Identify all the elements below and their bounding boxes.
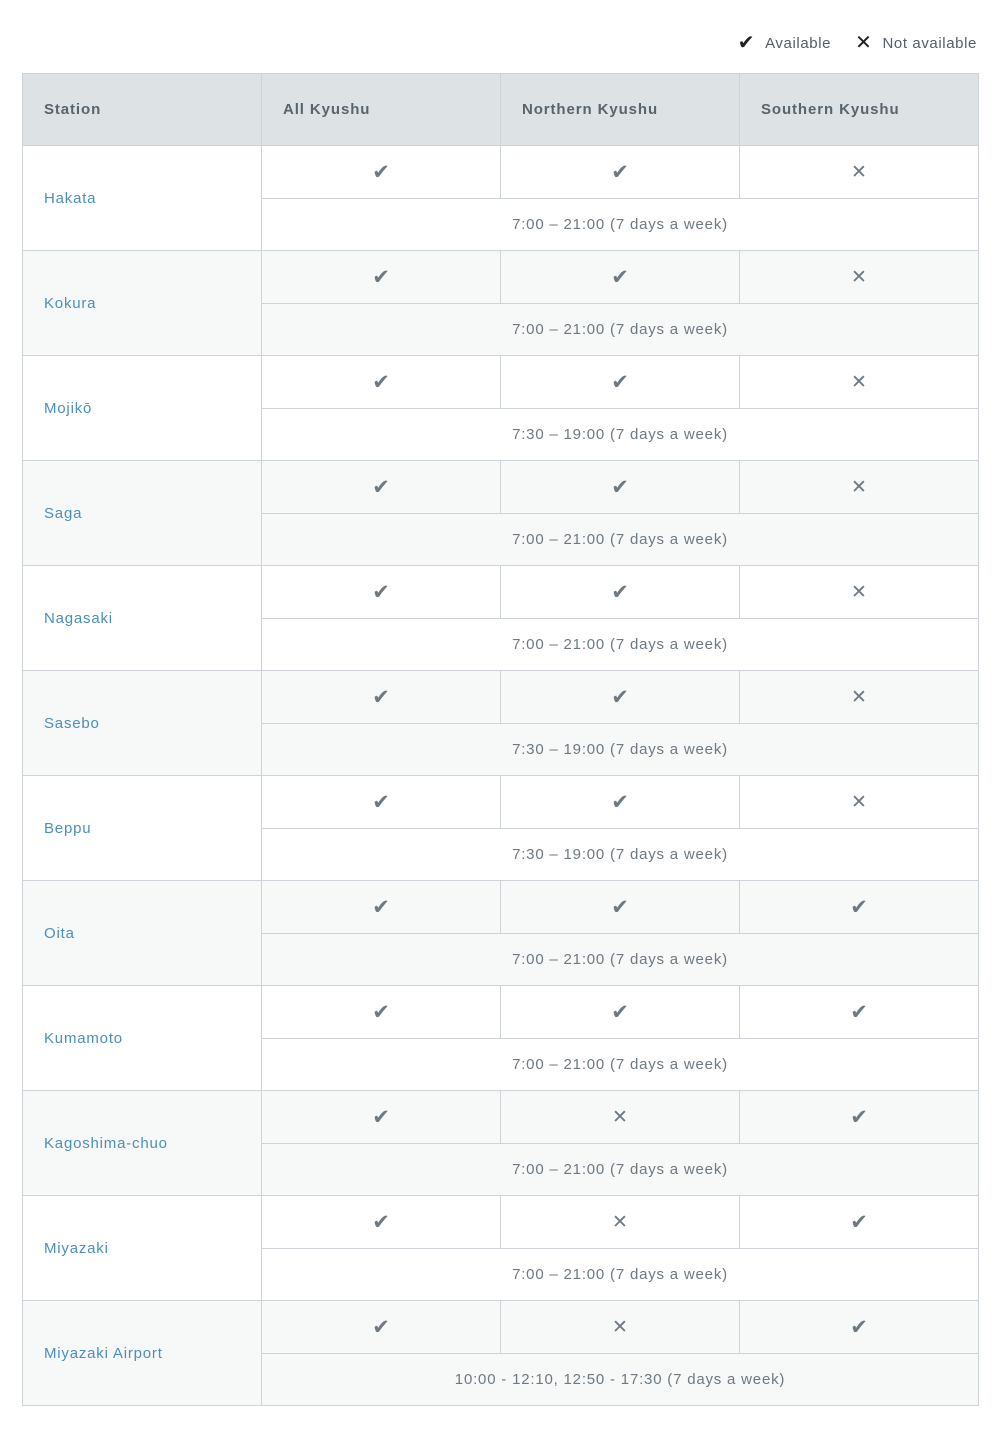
cross-icon: ✕ [740,356,979,409]
opening-hours: 7:00 – 21:00 (7 days a week) [262,304,979,356]
check-icon: ✔ [262,776,501,829]
opening-hours: 7:00 – 21:00 (7 days a week) [262,1039,979,1091]
check-icon: ✔ [740,1301,979,1354]
cross-icon: ✕ [740,461,979,514]
legend-not-available-label: Not available [882,34,977,52]
check-icon: ✔ [262,881,501,934]
opening-hours: 7:30 – 19:00 (7 days a week) [262,829,979,881]
check-icon: ✔ [262,986,501,1039]
pass-availability-table [22,73,979,1406]
check-icon: ✔ [262,1301,501,1354]
opening-hours: 7:00 – 21:00 (7 days a week) [262,199,979,251]
opening-hours: 10:00 - 12:10, 12:50 - 17:30 (7 days a week) [262,1354,979,1406]
table-row [23,461,979,514]
legend-not-available [855,33,977,53]
check-icon: ✔ [501,671,740,724]
check-icon: ✔ [262,356,501,409]
cross-icon: ✕ [740,671,979,724]
check-icon: ✔ [501,146,740,199]
cross-icon: ✕ [501,1196,740,1249]
column-header-northern-kyushu: Northern Kyushu [501,74,740,146]
legend-available [738,33,831,53]
check-icon: ✔ [262,1196,501,1249]
station-name[interactable]: Nagasaki [23,566,262,671]
table-row [23,986,979,1039]
station-name[interactable]: Saga [23,461,262,566]
check-icon: ✔ [501,776,740,829]
station-name[interactable]: Kumamoto [23,986,262,1091]
legend [738,33,977,53]
opening-hours: 7:00 – 21:00 (7 days a week) [262,1249,979,1301]
table-row [23,356,979,409]
cross-icon: ✕ [501,1091,740,1144]
cross-icon: ✕ [740,146,979,199]
column-header-southern-kyushu: Southern Kyushu [740,74,979,146]
table-row [23,566,979,619]
table-row [23,146,979,199]
station-name[interactable]: Kagoshima-chuo [23,1091,262,1196]
cross-icon: ✕ [740,566,979,619]
check-icon: ✔ [501,461,740,514]
table-row [23,881,979,934]
check-icon: ✔ [262,461,501,514]
check-icon: ✔ [740,1091,979,1144]
cross-icon: ✕ [501,1301,740,1354]
legend-available-label: Available [765,34,832,52]
check-icon: ✔ [262,146,501,199]
opening-hours: 7:00 – 21:00 (7 days a week) [262,934,979,986]
station-name[interactable]: Oita [23,881,262,986]
station-name[interactable]: Beppu [23,776,262,881]
opening-hours: 7:30 – 19:00 (7 days a week) [262,724,979,776]
table-row [23,1196,979,1249]
station-name[interactable]: Mojikō [23,356,262,461]
opening-hours: 7:00 – 21:00 (7 days a week) [262,619,979,671]
table-row [23,671,979,724]
check-icon: ✔ [501,566,740,619]
column-header-station: Station [23,74,262,146]
table-row [23,1091,979,1144]
check-icon: ✔ [740,1196,979,1249]
cross-icon: ✕ [740,776,979,829]
table-row [23,1301,979,1354]
check-icon: ✔ [262,671,501,724]
check-icon: ✔ [262,566,501,619]
check-icon: ✔ [262,251,501,304]
table-row [23,251,979,304]
column-header-all-kyushu: All Kyushu [262,74,501,146]
check-icon: ✔ [501,986,740,1039]
station-name[interactable]: Sasebo [23,671,262,776]
opening-hours: 7:30 – 19:00 (7 days a week) [262,409,979,461]
check-icon: ✔ [501,881,740,934]
check-icon: ✔ [740,881,979,934]
table-body [23,146,979,1406]
cross-icon: ✕ [740,251,979,304]
opening-hours: 7:00 – 21:00 (7 days a week) [262,514,979,566]
table-header-row [23,74,979,146]
station-name[interactable]: Kokura [23,251,262,356]
table-row [23,776,979,829]
check-icon: ✔ [737,32,756,54]
station-name[interactable]: Hakata [23,146,262,251]
check-icon: ✔ [262,1091,501,1144]
cross-icon: ✕ [855,32,873,54]
check-icon: ✔ [501,356,740,409]
check-icon: ✔ [501,251,740,304]
station-name[interactable]: Miyazaki Airport [23,1301,262,1406]
check-icon: ✔ [740,986,979,1039]
station-name[interactable]: Miyazaki [23,1196,262,1301]
opening-hours: 7:00 – 21:00 (7 days a week) [262,1144,979,1196]
